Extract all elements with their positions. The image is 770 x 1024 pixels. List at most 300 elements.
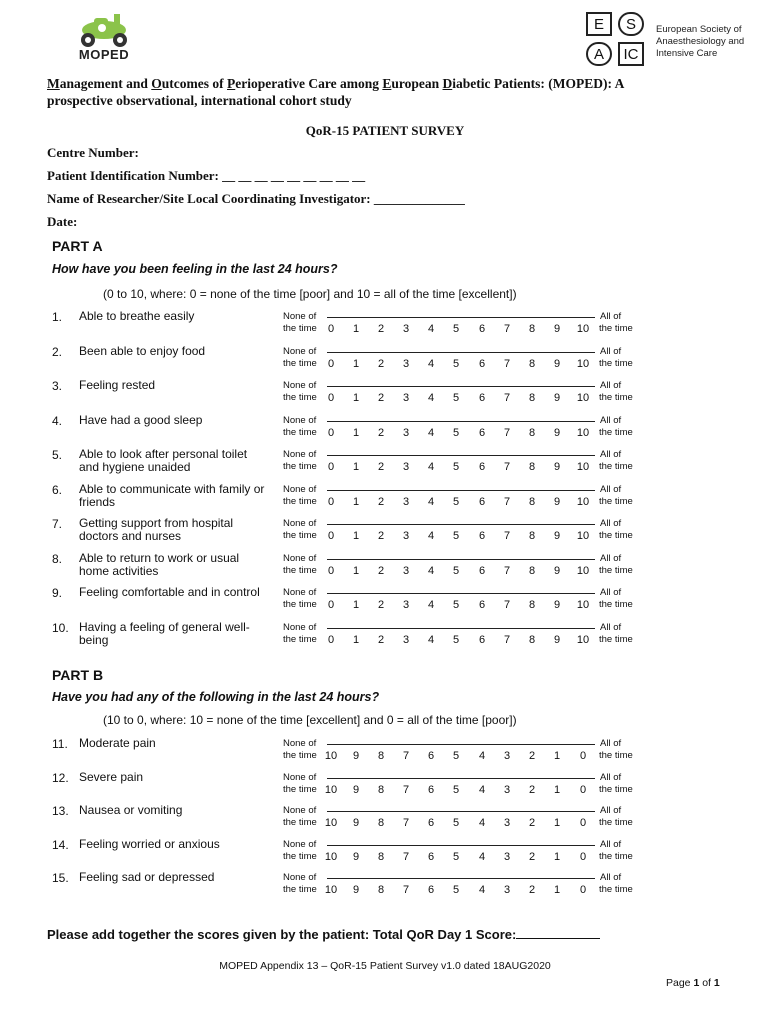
scale-option[interactable]: 1 bbox=[553, 817, 561, 829]
esaic-logo bbox=[586, 12, 650, 68]
none-of-the-time-label bbox=[283, 311, 317, 335]
scale-option[interactable]: 3 bbox=[503, 750, 511, 762]
centre-number-field[interactable]: Centre Number: bbox=[47, 145, 139, 160]
scale-option[interactable]: 6 bbox=[478, 564, 486, 577]
scale-option[interactable]: 6 bbox=[478, 461, 486, 473]
scale-option[interactable]: 4 bbox=[427, 357, 435, 370]
scale-option[interactable]: 6 bbox=[427, 884, 435, 896]
scale-option[interactable]: 5 bbox=[452, 599, 460, 611]
scale-label-line: the time bbox=[283, 850, 317, 862]
scale-option[interactable]: 5 bbox=[452, 530, 460, 542]
scale-option[interactable]: 5 bbox=[452, 495, 460, 508]
scale-option[interactable]: 9 bbox=[553, 599, 561, 611]
scale-label-line: the time bbox=[599, 599, 633, 610]
scale-option[interactable]: 7 bbox=[503, 564, 511, 577]
page-total: 1 bbox=[713, 977, 720, 989]
survey-item-row bbox=[0, 871, 770, 903]
scale-option[interactable]: 8 bbox=[528, 564, 536, 577]
scale-option[interactable]: 4 bbox=[427, 426, 435, 439]
scale-label-line: the time bbox=[283, 426, 317, 438]
scale-option[interactable]: 2 bbox=[377, 392, 385, 404]
scale-option[interactable]: 9 bbox=[553, 461, 561, 473]
scale-option[interactable]: 2 bbox=[528, 850, 536, 863]
item-number: 11. bbox=[52, 737, 68, 751]
scale-option[interactable]: 7 bbox=[503, 495, 511, 508]
item-label: Having a feeling of general well-being bbox=[79, 619, 250, 647]
scale-line bbox=[327, 352, 595, 353]
scale-option[interactable]: 8 bbox=[377, 817, 385, 829]
scale-option[interactable]: 2 bbox=[528, 783, 536, 796]
scale-option[interactable]: 9 bbox=[553, 426, 561, 439]
scale-option[interactable]: 7 bbox=[402, 783, 410, 796]
scale-option[interactable]: 5 bbox=[452, 357, 460, 370]
scale-option[interactable]: 4 bbox=[427, 633, 435, 646]
scale-option[interactable]: 2 bbox=[377, 530, 385, 542]
total-score-field[interactable] bbox=[47, 926, 600, 942]
scale-option[interactable]: 5 bbox=[452, 426, 460, 439]
scale-option[interactable]: 8 bbox=[377, 850, 385, 863]
scale-label-line: None of bbox=[283, 380, 317, 391]
footer-text: MOPED Appendix 13 – QoR-15 Patient Survey v1.0 dated 18AUG2020 bbox=[219, 960, 551, 972]
scale-label-line: the time bbox=[283, 599, 317, 610]
title-fragment: iabetic Patients: (MOPED): A bbox=[452, 76, 625, 91]
scale-line bbox=[327, 878, 595, 879]
scale-label-line: None of bbox=[283, 552, 317, 564]
scale-option[interactable]: 0 bbox=[327, 357, 335, 370]
scale-label-line: the time bbox=[599, 633, 633, 645]
title-initial: O bbox=[151, 76, 162, 91]
scale-label-line: None of bbox=[283, 838, 317, 850]
scale-option[interactable]: 0 bbox=[327, 599, 335, 611]
scale-label-line: the time bbox=[599, 426, 633, 438]
scale-option[interactable]: 9 bbox=[553, 633, 561, 646]
item-label: Feeling sad or depressed bbox=[79, 870, 215, 884]
item-number: 15. bbox=[52, 871, 69, 885]
none-of-the-time-label bbox=[283, 415, 317, 439]
none-of-the-time-label bbox=[283, 738, 317, 762]
scale-option[interactable]: 5 bbox=[452, 564, 460, 577]
scale-option[interactable]: 6 bbox=[478, 357, 486, 370]
scale-option[interactable]: 3 bbox=[402, 426, 410, 439]
item-label: Able to breathe easily bbox=[79, 309, 195, 323]
scale-option[interactable]: 3 bbox=[402, 564, 410, 577]
scale-option[interactable]: 9 bbox=[553, 564, 561, 577]
scale-label-line: the time bbox=[599, 461, 633, 472]
part-a-heading: PART A bbox=[52, 238, 103, 254]
scale-option[interactable]: 10 bbox=[576, 461, 590, 473]
scale-line bbox=[327, 317, 595, 318]
scale-option[interactable]: 10 bbox=[576, 495, 590, 508]
scale-option[interactable]: 9 bbox=[352, 783, 360, 796]
scale-option[interactable]: 6 bbox=[427, 783, 435, 796]
scale-option[interactable]: 1 bbox=[352, 323, 360, 335]
scale-option[interactable]: 8 bbox=[528, 426, 536, 439]
scale-option[interactable]: 8 bbox=[528, 357, 536, 370]
scale-option[interactable]: 3 bbox=[402, 357, 410, 370]
scale-label-line: the time bbox=[283, 633, 317, 645]
all-of-the-time-label bbox=[599, 449, 633, 473]
survey-item-row bbox=[0, 517, 770, 549]
scale-label-line: All of bbox=[600, 311, 622, 322]
scale-option[interactable]: 10 bbox=[324, 817, 338, 829]
scale-option[interactable]: 1 bbox=[352, 461, 360, 473]
none-of-the-time-label bbox=[283, 839, 317, 863]
scale-label-line: the time bbox=[599, 530, 633, 541]
scale-option[interactable]: 5 bbox=[452, 633, 460, 646]
scale-label-line: None of bbox=[283, 483, 317, 495]
scale-option[interactable]: 0 bbox=[327, 530, 335, 542]
scale-option[interactable]: 7 bbox=[402, 884, 410, 896]
scale-option[interactable]: 6 bbox=[478, 633, 486, 646]
scale-label-line: None of bbox=[283, 311, 317, 322]
all-of-the-time-label bbox=[599, 839, 633, 863]
scale-option[interactable]: 6 bbox=[478, 323, 486, 335]
title-initial: D bbox=[442, 76, 453, 91]
esaic-letter-e: E bbox=[586, 12, 612, 36]
survey-item-row bbox=[0, 838, 770, 870]
scale-option[interactable]: 9 bbox=[352, 817, 360, 829]
scale-option[interactable]: 0 bbox=[579, 850, 587, 863]
scale-line bbox=[327, 524, 595, 525]
page-prefix: Page bbox=[666, 977, 694, 989]
scale-option[interactable]: 2 bbox=[528, 750, 536, 762]
survey-item-row bbox=[0, 345, 770, 377]
scale-option[interactable]: 9 bbox=[553, 530, 561, 542]
scale-option[interactable]: 3 bbox=[503, 884, 511, 896]
item-label: Able to look after personal toilet and hygiene unaided bbox=[79, 447, 248, 474]
scale-label-line: All of bbox=[600, 805, 622, 816]
item-label: Been able to enjoy food bbox=[79, 343, 206, 358]
scale-option[interactable]: 4 bbox=[478, 817, 486, 829]
scale-option[interactable]: 7 bbox=[503, 357, 511, 370]
scale-option[interactable]: 9 bbox=[352, 850, 360, 863]
scale-option[interactable]: 8 bbox=[528, 392, 536, 404]
scale-option[interactable]: 10 bbox=[324, 850, 338, 863]
scale-option[interactable]: 5 bbox=[452, 850, 460, 863]
scale-option[interactable]: 5 bbox=[452, 323, 460, 335]
scale-option[interactable]: 4 bbox=[478, 783, 486, 796]
part-b-question: Have you had any of the following in the last 24 hours? bbox=[52, 690, 380, 704]
scale-option[interactable]: 3 bbox=[402, 530, 410, 542]
scale-option[interactable]: 2 bbox=[377, 357, 385, 370]
scale-label-line: the time bbox=[599, 750, 633, 761]
scale-option[interactable]: 7 bbox=[503, 426, 511, 439]
scale-label-line: the time bbox=[283, 495, 317, 507]
scale-label-line: All of bbox=[600, 621, 622, 633]
scale-option[interactable]: 5 bbox=[452, 392, 460, 404]
scale-option[interactable]: 1 bbox=[352, 426, 360, 439]
scale-option[interactable]: 5 bbox=[452, 783, 460, 796]
none-of-the-time-label bbox=[283, 772, 317, 796]
scale-option[interactable]: 6 bbox=[478, 392, 486, 404]
none-of-the-time-label bbox=[283, 346, 317, 370]
scale-option[interactable]: 3 bbox=[402, 461, 410, 473]
scale-label-line: the time bbox=[599, 850, 633, 862]
scale-option[interactable]: 10 bbox=[576, 357, 590, 370]
scale-option[interactable]: 4 bbox=[427, 599, 435, 611]
survey-item-row bbox=[0, 310, 770, 342]
scale-option[interactable]: 8 bbox=[377, 750, 385, 762]
scale-line bbox=[327, 744, 595, 745]
scale-option[interactable]: 8 bbox=[528, 461, 536, 473]
scale-option[interactable]: 2 bbox=[528, 884, 536, 896]
scale-label-line: None of bbox=[283, 518, 317, 529]
survey-item-row bbox=[0, 737, 770, 769]
scale-line bbox=[327, 455, 595, 456]
scale-option[interactable]: 8 bbox=[528, 323, 536, 335]
scale-option[interactable]: 8 bbox=[377, 783, 385, 796]
scale-label-line: None of bbox=[283, 449, 317, 460]
scale-label-line: the time bbox=[283, 564, 317, 576]
title-fragment: utcomes of bbox=[161, 76, 228, 91]
title-fragment: erioperative Care among bbox=[235, 76, 383, 91]
scale-option[interactable]: 0 bbox=[327, 461, 335, 473]
scale-option[interactable]: 9 bbox=[553, 392, 561, 404]
scale-option[interactable]: 6 bbox=[478, 599, 486, 611]
title-fragment: anagement and bbox=[59, 76, 152, 91]
scale-option[interactable]: 2 bbox=[377, 426, 385, 439]
scale-label-line: the time bbox=[283, 817, 317, 828]
scale-option[interactable]: 4 bbox=[427, 323, 435, 335]
survey-item-row bbox=[0, 621, 770, 653]
item-label: Getting support from hospital doctors and nurses bbox=[79, 516, 234, 543]
study-title-line2: prospective observational, international cohort study bbox=[47, 93, 352, 108]
scale-option[interactable]: 0 bbox=[327, 392, 335, 404]
survey-item-row bbox=[0, 771, 770, 803]
all-of-the-time-label bbox=[599, 415, 633, 439]
item-label: Have had a good sleep bbox=[79, 412, 203, 427]
esaic-letter-s: S bbox=[618, 12, 644, 36]
none-of-the-time-label bbox=[283, 380, 317, 404]
scale-option[interactable]: 1 bbox=[553, 884, 561, 896]
scale-option[interactable]: 7 bbox=[402, 750, 410, 762]
item-number: 5. bbox=[52, 448, 63, 462]
scale-option[interactable]: 4 bbox=[427, 495, 435, 508]
scale-option[interactable]: 1 bbox=[352, 357, 360, 370]
scale-option[interactable]: 0 bbox=[327, 633, 335, 646]
scale-option[interactable]: 10 bbox=[576, 392, 590, 404]
scale-option[interactable]: 10 bbox=[576, 323, 590, 335]
scale-option[interactable]: 10 bbox=[324, 884, 338, 896]
scale-option[interactable]: 3 bbox=[402, 392, 410, 404]
scale-option[interactable]: 5 bbox=[452, 750, 460, 762]
patient-id-field[interactable]: Patient Identification Number: __ __ __ __ __ __ __ __ __ bbox=[47, 168, 366, 183]
title-initial: P bbox=[227, 76, 236, 91]
scale-option[interactable]: 1 bbox=[553, 783, 561, 796]
scale-option[interactable]: 3 bbox=[402, 495, 410, 508]
scale-line bbox=[327, 778, 595, 779]
esaic-name-line: Intensive Care bbox=[656, 48, 718, 59]
scale-option[interactable]: 6 bbox=[478, 426, 486, 439]
scale-option[interactable]: 0 bbox=[579, 750, 587, 762]
scale-option[interactable]: 10 bbox=[576, 633, 590, 646]
item-number: 4. bbox=[52, 413, 63, 428]
scale-option[interactable]: 10 bbox=[576, 426, 590, 439]
scale-label-line: the time bbox=[599, 783, 633, 795]
moped-logo-text: MOPED bbox=[78, 47, 130, 62]
scale-option[interactable]: 7 bbox=[503, 599, 511, 611]
scale-option[interactable]: 10 bbox=[576, 530, 590, 542]
scale-label-line: All of bbox=[600, 552, 622, 564]
scale-label-line: All of bbox=[600, 483, 622, 495]
scale-option[interactable]: 3 bbox=[402, 323, 410, 335]
scale-option[interactable]: 6 bbox=[478, 495, 486, 508]
scale-option[interactable]: 4 bbox=[478, 850, 486, 863]
scale-option[interactable]: 10 bbox=[324, 750, 338, 762]
scale-line bbox=[327, 386, 595, 387]
scale-option[interactable]: 4 bbox=[427, 461, 435, 473]
scale-option[interactable]: 1 bbox=[352, 633, 360, 646]
all-of-the-time-label bbox=[599, 346, 633, 370]
all-of-the-time-label bbox=[599, 484, 633, 508]
scale-option[interactable]: 3 bbox=[503, 850, 511, 863]
scale-option[interactable]: 9 bbox=[553, 495, 561, 508]
scale-option[interactable]: 8 bbox=[528, 530, 536, 542]
scale-option[interactable]: 10 bbox=[576, 564, 590, 577]
scale-option[interactable]: 1 bbox=[352, 392, 360, 404]
scale-option[interactable]: 7 bbox=[503, 392, 511, 404]
none-of-the-time-label bbox=[283, 872, 317, 896]
all-of-the-time-label bbox=[599, 872, 633, 896]
scale-option[interactable]: 7 bbox=[503, 461, 511, 473]
scale-option[interactable]: 10 bbox=[576, 599, 590, 611]
scale-label-line: All of bbox=[600, 771, 622, 783]
scale-label-line: the time bbox=[283, 323, 317, 334]
part-b-instruction: (10 to 0, where: 10 = none of the time [excellent] and 0 = all of the time [poor]) bbox=[103, 713, 517, 727]
scale-line bbox=[327, 811, 595, 812]
scale-option[interactable]: 2 bbox=[377, 495, 385, 508]
scale-option[interactable]: 2 bbox=[377, 599, 385, 611]
esaic-letter-ic: IC bbox=[618, 42, 644, 66]
scale-option[interactable]: 2 bbox=[377, 564, 385, 577]
scale-option[interactable]: 1 bbox=[553, 850, 561, 863]
scale-option[interactable]: 8 bbox=[377, 884, 385, 896]
scale-option[interactable]: 4 bbox=[427, 564, 435, 577]
item-label: Feeling worried or anxious bbox=[79, 836, 220, 851]
all-of-the-time-label bbox=[599, 380, 633, 404]
none-of-the-time-label bbox=[283, 587, 317, 611]
item-label: Feeling rested bbox=[79, 378, 156, 392]
scale-option[interactable]: 1 bbox=[352, 495, 360, 508]
scale-option[interactable]: 9 bbox=[352, 750, 360, 762]
scale-option[interactable]: 1 bbox=[352, 564, 360, 577]
scale-label-line: the time bbox=[283, 461, 317, 472]
scale-option[interactable]: 3 bbox=[503, 783, 511, 796]
none-of-the-time-label bbox=[283, 553, 317, 577]
scale-option[interactable]: 7 bbox=[402, 817, 410, 829]
researcher-name-field[interactable]: Name of Researcher/Site Local Coordinating Investigator: ______________ bbox=[47, 191, 465, 206]
all-of-the-time-label bbox=[599, 622, 633, 646]
scale-option[interactable]: 3 bbox=[402, 599, 410, 611]
scale-option[interactable]: 2 bbox=[377, 323, 385, 335]
scale-option[interactable]: 7 bbox=[402, 850, 410, 863]
scale-label-line: the time bbox=[599, 357, 633, 369]
scale-option[interactable]: 0 bbox=[579, 817, 587, 829]
item-number: 6. bbox=[52, 482, 63, 497]
scale-option[interactable]: 9 bbox=[553, 323, 561, 335]
none-of-the-time-label bbox=[283, 518, 317, 542]
scale-option[interactable]: 8 bbox=[528, 495, 536, 508]
part-a-instruction: (0 to 10, where: 0 = none of the time [poor] and 10 = all of the time [excellent]) bbox=[103, 287, 517, 301]
survey-item-row bbox=[0, 414, 770, 446]
date-field[interactable]: Date: bbox=[47, 214, 78, 229]
scale-option[interactable]: 6 bbox=[427, 850, 435, 863]
scale-option[interactable]: 4 bbox=[478, 884, 486, 896]
scale-option[interactable]: 7 bbox=[503, 633, 511, 646]
scale-label-line: All of bbox=[600, 345, 622, 357]
scale-option[interactable]: 4 bbox=[478, 750, 486, 762]
study-title bbox=[47, 75, 727, 109]
scale-option[interactable]: 3 bbox=[503, 817, 511, 829]
all-of-the-time-label bbox=[599, 518, 633, 542]
scale-option[interactable]: 9 bbox=[352, 884, 360, 896]
part-b-heading: PART B bbox=[52, 667, 104, 683]
scale-option[interactable]: 8 bbox=[528, 599, 536, 611]
scale-option[interactable]: 5 bbox=[452, 884, 460, 896]
scale-option[interactable]: 10 bbox=[324, 783, 338, 796]
scale-label-line: All of bbox=[600, 518, 622, 529]
scale-label-line: All of bbox=[600, 380, 622, 391]
scale-option[interactable]: 2 bbox=[377, 633, 385, 646]
title-initial: M bbox=[47, 76, 60, 91]
scale-label-line: None of bbox=[283, 805, 317, 816]
scale-option[interactable]: 1 bbox=[553, 750, 561, 762]
scale-label-line: the time bbox=[283, 392, 317, 403]
scale-option[interactable]: 2 bbox=[528, 817, 536, 829]
all-of-the-time-label bbox=[599, 587, 633, 611]
item-number: 12. bbox=[52, 770, 69, 785]
scale-option[interactable]: 9 bbox=[553, 357, 561, 370]
scale-option[interactable]: 7 bbox=[503, 530, 511, 542]
scale-label-line: None of bbox=[283, 587, 317, 598]
scale-label-line: None of bbox=[283, 771, 317, 783]
scale-option[interactable]: 0 bbox=[327, 323, 335, 335]
scale-option[interactable]: 2 bbox=[377, 461, 385, 473]
scale-option[interactable]: 1 bbox=[352, 599, 360, 611]
scale-option[interactable]: 8 bbox=[528, 633, 536, 646]
scale-label-line: All of bbox=[600, 414, 622, 426]
scale-option[interactable]: 0 bbox=[579, 783, 587, 796]
scale-option[interactable]: 5 bbox=[452, 817, 460, 829]
item-number: 3. bbox=[52, 379, 63, 393]
esaic-name-line: European Society of bbox=[656, 24, 742, 35]
scale-option[interactable]: 6 bbox=[478, 530, 486, 542]
scale-option[interactable]: 0 bbox=[327, 564, 335, 577]
scale-label-line: the time bbox=[283, 357, 317, 369]
scale-option[interactable]: 6 bbox=[427, 750, 435, 762]
item-label: Able to communicate with family or friends bbox=[79, 481, 265, 509]
scale-option[interactable]: 0 bbox=[327, 426, 335, 439]
total-score-blank[interactable] bbox=[516, 926, 600, 939]
scale-label-line: None of bbox=[283, 738, 317, 749]
survey-item-row bbox=[0, 379, 770, 411]
item-number: 7. bbox=[52, 517, 63, 531]
scale-option[interactable]: 0 bbox=[327, 495, 335, 508]
scale-option[interactable]: 7 bbox=[503, 323, 511, 335]
scale-option[interactable]: 6 bbox=[427, 817, 435, 829]
all-of-the-time-label bbox=[599, 738, 633, 762]
scale-option[interactable]: 4 bbox=[427, 530, 435, 542]
scale-label-line: the time bbox=[283, 783, 317, 795]
survey-item-row bbox=[0, 448, 770, 480]
scale-option[interactable]: 0 bbox=[579, 884, 587, 896]
scale-option[interactable]: 4 bbox=[427, 392, 435, 404]
scale-label-line: All of bbox=[600, 738, 622, 749]
scale-option[interactable]: 1 bbox=[352, 530, 360, 542]
scale-option[interactable]: 5 bbox=[452, 461, 460, 473]
scale-option[interactable]: 3 bbox=[402, 633, 410, 646]
study-title-line1 bbox=[47, 75, 727, 92]
